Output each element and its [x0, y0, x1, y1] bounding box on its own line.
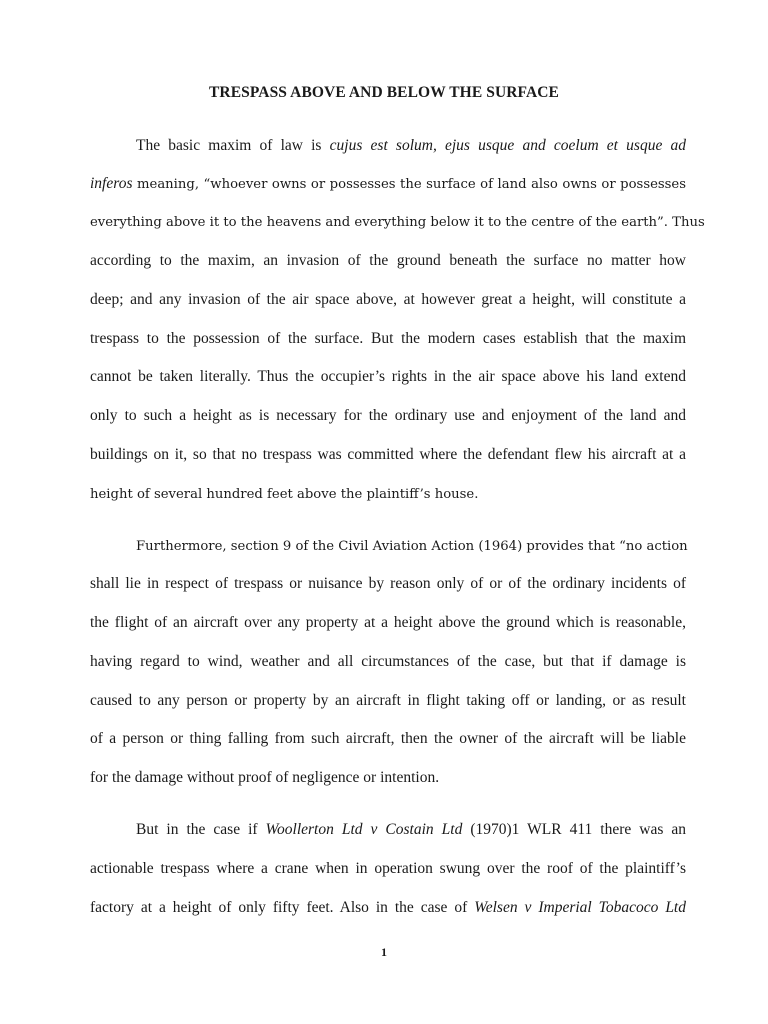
text-line [90, 859, 686, 879]
italic-text: inferos [90, 175, 133, 192]
body-text: meaning, “whoever owns or possesses the surface of land also owns or possesses [132, 177, 686, 192]
body-text: (1970)1 WLR 411 there was an [462, 821, 686, 838]
body-text: having regard to wind, weather and all circumstances of the case, but that if damage is [90, 653, 686, 670]
italic-text: cujus est solum, ejus usque and coelum et usque ad [329, 137, 686, 154]
text-line [90, 729, 686, 749]
body-text: height of several hundred feet above the plaintiff’s house. [90, 487, 479, 502]
body-text: the flight of an aircraft over any property at a height above the ground which is reasonable, [90, 614, 686, 631]
text-line [90, 290, 686, 310]
document-title: TRESPASS ABOVE AND BELOW THE SURFACE [208, 84, 559, 101]
body-text: But in the case if [136, 821, 266, 838]
body-text: of a person or thing falling from such aircraft, then the owner of the aircraft will be liable [90, 730, 686, 747]
page-number: 1 [381, 945, 387, 959]
italic-text: Welsen v Imperial Tobacoco Ltd [474, 899, 686, 916]
text-line [90, 613, 686, 633]
body-text: according to the maxim, an invasion of the ground beneath the surface no matter how [90, 252, 686, 269]
text-line [136, 536, 686, 557]
text-line [90, 406, 686, 426]
text-line [90, 898, 686, 918]
body-text: shall lie in respect of trespass or nuisance by reason only of or of the ordinary incidents of [90, 575, 686, 592]
text-line [90, 329, 686, 349]
italic-text: Woollerton Ltd v Costain Ltd [265, 821, 463, 838]
text-line [90, 251, 686, 271]
body-text: for the damage without proof of negligence or intention. [90, 769, 440, 786]
body-text: cannot be taken literally. Thus the occupier’s rights in the air space above his land extend [90, 368, 686, 385]
text-line [90, 574, 686, 594]
body-text: caused to any person or property by an aircraft in flight taking off or landing, or as result [90, 692, 686, 709]
text-line [90, 367, 686, 387]
body-text: everything above it to the heavens and everything below it to the centre of the earth”. Thus [90, 215, 705, 230]
body-text: buildings on it, so that no trespass was committed where the defendant flew his aircraft at a [90, 446, 686, 463]
body-text: trespass to the possession of the surface. But the modern cases establish that the maxim [90, 330, 686, 347]
text-line [90, 768, 686, 788]
text-line [90, 445, 686, 465]
text-line [90, 652, 686, 672]
body-text: only to such a height as is necessary for the ordinary use and enjoyment of the land and [90, 407, 686, 424]
body-text: deep; and any invasion of the air space above, at however great a height, will constitute a [90, 291, 686, 308]
body-text: Furthermore, section 9 of the Civil Aviation Action (1964) provides that “no action [136, 539, 688, 554]
text-line [90, 691, 686, 711]
body-text: factory at a height of only fifty feet. Also in the case of [90, 899, 475, 916]
text-line [90, 484, 686, 505]
text-line [90, 212, 705, 233]
body-text: The basic maxim of law is [136, 137, 330, 154]
body-text: actionable trespass where a crane when in operation swung over the roof of the plaintiff’s [90, 860, 686, 877]
text-line [90, 174, 686, 195]
text-line [136, 136, 686, 156]
text-line [136, 820, 686, 840]
